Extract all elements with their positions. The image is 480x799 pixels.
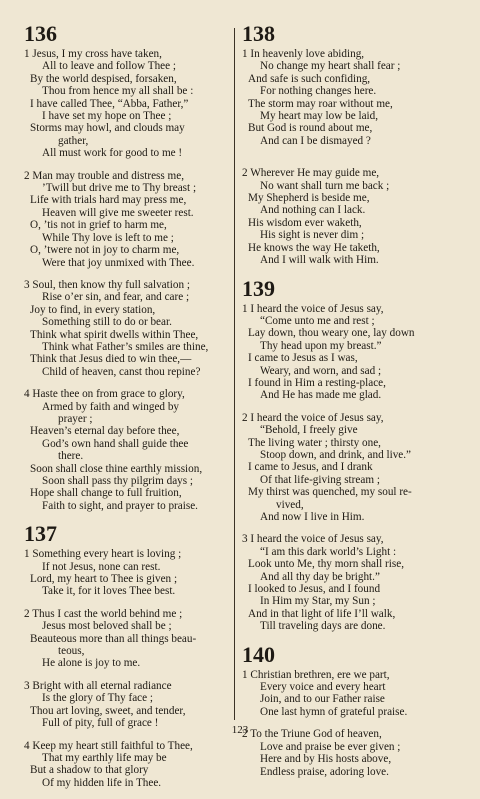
verse-line: The living water ; thirsty one, (248, 436, 381, 449)
verse-line: Heaven’s eternal day before thee, (30, 425, 180, 438)
hymn-139-stanza-3 (242, 533, 456, 632)
verse-line: “I am this dark world’s Light : (260, 545, 397, 558)
verse-line: No want shall turn me back ; (260, 179, 390, 192)
verse-line: 4 Keep my heart still faithful to Thee, (24, 739, 193, 752)
verse-line: I came to Jesus, and I drank (248, 461, 373, 474)
verse-line: And can I be dismayed ? (260, 134, 371, 147)
hymn-139-stanza-2 (242, 412, 456, 524)
verse-line: Look unto Me, thy morn shall rise, (248, 558, 404, 571)
verse-line: The storm may roar without me, (248, 97, 393, 110)
verse-line: And nothing can I lack. (260, 204, 366, 217)
verse-line: Every voice and every heart (260, 681, 386, 694)
verse-line: Take it, for it loves Thee best. (42, 585, 176, 598)
verse-line: Lay down, thou weary one, lay down (248, 327, 415, 340)
verse-line: Think that Jesus died to win thee,— (30, 353, 192, 366)
hymn-number-136: 136 (24, 21, 57, 46)
verse-line: Of my hidden life in Thee. (42, 776, 162, 789)
verse-line: Life with trials hard may press me, (30, 194, 187, 207)
verse-line: Child of heaven, canst thou repine? (42, 365, 201, 378)
verse-line: While Thy love is left to me ; (42, 231, 174, 244)
page-number: 123 (231, 724, 249, 736)
verse-line: I have called Thee, “Abba, Father,” (30, 97, 189, 110)
verse-line: Were that joy unmixed with Thee. (42, 256, 195, 269)
verse-line: 1 Christian brethren, ere we part, (242, 668, 390, 681)
right-column (242, 22, 456, 788)
verse-line: Thou art loving, sweet, and tender, (30, 704, 186, 717)
verse-line: He knows the way He taketh, (248, 241, 380, 254)
verse-line: Storms may howl, and clouds may (30, 122, 185, 135)
verse-line: Of that life-giving stream ; (260, 473, 380, 486)
verse-line: Think what spirit dwells within Thee, (30, 328, 199, 341)
verse-line: “Come unto me and rest ; (260, 314, 375, 327)
verse-line: 3 Bright with all eternal radiance (24, 679, 172, 692)
verse-line: Join, and to our Father raise (260, 693, 385, 706)
verse-line: 1 Something every heart is loving ; (24, 548, 182, 561)
verse-line: Joy to find, in every station, (30, 303, 156, 316)
verse-line: Jesus most beloved shall be ; (42, 620, 172, 633)
hymn-136-stanza-3 (24, 279, 228, 378)
hymn-136-stanza-1 (24, 48, 228, 160)
verse-line: 3 Soul, then know thy full salvation ; (24, 278, 190, 291)
verse-line: Weary, and worn, and sad ; (260, 364, 382, 377)
verse-line: And He has made me glad. (260, 389, 382, 402)
verse-line: Heaven will give me sweeter rest. (42, 206, 194, 219)
verse-line: Armed by faith and winged by (42, 400, 180, 413)
verse-line: And all thy day be bright.” (260, 570, 380, 583)
hymn-136-stanza-2 (24, 170, 228, 269)
verse-line: Full of pity, full of grace ! (42, 717, 159, 730)
hymn-137-stanza-2 (24, 608, 228, 670)
hymn-number-137: 137 (24, 521, 57, 547)
verse-line: I have set my hope on Thee ; (42, 110, 172, 123)
hymn-number-140: 140 (242, 641, 275, 667)
verse-line: teous, (58, 645, 85, 658)
verse-line: His wisdom ever waketh, (248, 216, 362, 229)
verse-line: 1 In heavenly love abiding, (242, 48, 365, 60)
verse-line: there. (58, 450, 84, 463)
verse-line: Soon shall pass thy pilgrim days ; (42, 475, 194, 487)
verse-line: “Behold, I freely give (260, 424, 358, 437)
verse-line: My Shepherd is beside me, (248, 192, 370, 205)
verse-line: prayer ; (58, 412, 93, 425)
hymn-139-stanza-1 (242, 303, 456, 402)
verse-line: Endless praise, adoring love. (260, 765, 389, 778)
verse-line: ’Twill but drive me to Thy breast ; (42, 182, 197, 195)
verse-line: Lord, my heart to Thee is given ; (30, 573, 178, 586)
verse-line: O, ’tis not in grief to harm me, (30, 219, 167, 232)
verse-line: 2 I heard the voice of Jesus say, (242, 411, 384, 424)
verse-line: He alone is joy to me. (42, 657, 141, 670)
hymn-138-stanza-2 (242, 167, 456, 266)
verse-line: That my earthly life may be (42, 751, 167, 764)
verse-line: Something still to do or bear. (42, 316, 172, 329)
verse-line: Is the glory of Thy face ; (42, 692, 154, 705)
verse-line: Stoop down, and drink, and live.” (260, 448, 412, 461)
hymn-137-stanza-1 (24, 548, 228, 598)
verse-line: For nothing changes here. (260, 85, 377, 98)
verse-line: gather, (58, 134, 89, 147)
verse-line: In Him my Star, my Sun ; (260, 595, 376, 608)
verse-line: All to leave and follow Thee ; (42, 60, 177, 73)
hymn-number-139: 139 (242, 275, 275, 301)
verse-line: Till traveling days are done. (260, 620, 386, 633)
verse-line: Thou from hence my all shall be : (42, 85, 194, 98)
left-column (24, 22, 228, 799)
verse-line: Here and by His hosts above, (260, 753, 392, 766)
verse-line: 2 Man may trouble and distress me, (24, 169, 185, 182)
verse-line: 2 Thus I cast the world behind me ; (24, 607, 183, 620)
verse-line: All must work for good to me ! (42, 147, 183, 160)
verse-line: By the world despised, forsaken, (30, 72, 177, 85)
verse-line: Soon shall close thine earthly mission, (30, 462, 203, 475)
verse-line: 3 I heard the voice of Jesus say, (242, 533, 384, 546)
verse-line: O, ’twere not in joy to charm me, (30, 244, 180, 257)
verse-line: I came to Jesus as I was, (248, 352, 358, 365)
hymn-137-stanza-4 (24, 740, 228, 790)
verse-line: God’s own hand shall guide thee (42, 437, 189, 450)
verse-line: 1 I heard the voice of Jesus say, (242, 302, 384, 315)
verse-line: Beauteous more than all things beau- (30, 632, 197, 645)
verse-line: Thy head upon my breast.” (260, 339, 382, 352)
verse-line: Love and praise be ever given ; (260, 740, 401, 753)
verse-line: I found in Him a resting-place, (248, 376, 386, 389)
verse-line: My heart may low be laid, (260, 110, 379, 123)
hymn-138-stanza-1 (242, 48, 456, 147)
verse-line: If not Jesus, none can rest. (42, 560, 161, 573)
hymn-137-stanza-3 (24, 680, 228, 730)
verse-line: And I will walk with Him. (260, 254, 379, 267)
verse-line: His sight is never dim ; (260, 229, 365, 242)
verse-line: My thirst was quenched, my soul re- (248, 486, 412, 499)
verse-line: But a shadow to that glory (30, 764, 149, 777)
verse-line: 1 Jesus, I my cross have taken, (24, 48, 162, 60)
verse-line: I looked to Jesus, and I found (248, 583, 381, 596)
verse-line: Rise o’er sin, and fear, and care ; (42, 291, 190, 304)
verse-line: One last hymn of grateful praise. (260, 705, 408, 718)
hymn-136-stanza-4 (24, 388, 228, 512)
verse-line: And now I live in Him. (260, 511, 365, 523)
hymn-number-138: 138 (242, 21, 275, 46)
verse-line: 2 To the Triune God of heaven, (242, 728, 382, 741)
verse-line: Faith to sight, and prayer to praise. (42, 499, 198, 512)
verse-line: And safe is such confiding, (248, 72, 371, 85)
hymn-140-stanza-1 (242, 669, 456, 719)
verse-line: Hope shall change to full fruition, (30, 487, 182, 500)
verse-line: And in that light of life I’ll walk, (248, 607, 396, 620)
verse-line: But God is round about me, (248, 122, 373, 135)
verse-line: 2 Wherever He may guide me, (242, 167, 380, 180)
verse-line: Think what Father’s smiles are thine, (42, 340, 209, 353)
verse-line: 4 Haste thee on from grace to glory, (24, 388, 185, 401)
verse-line: No change my heart shall fear ; (260, 60, 401, 73)
column-divider (234, 28, 235, 720)
verse-line: vived, (276, 498, 304, 511)
